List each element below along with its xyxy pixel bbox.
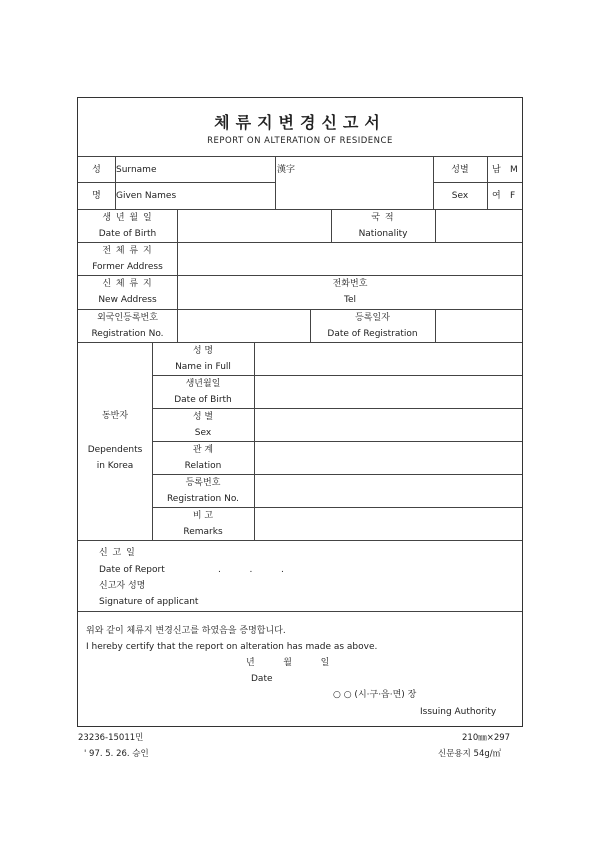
divider — [78, 242, 522, 243]
divider — [152, 375, 522, 376]
divider — [115, 182, 275, 183]
divider — [78, 209, 522, 210]
report-date-label-en: Date of Report — [99, 565, 165, 575]
certify-date-en: Date — [251, 674, 273, 684]
divider — [435, 309, 436, 342]
divider — [78, 611, 522, 612]
nationality-label-en: Nationality — [358, 229, 408, 239]
divider — [275, 156, 276, 209]
certify-date-ko: 년 월 일 — [246, 658, 330, 668]
dependent-field-label-en: Remarks — [183, 527, 223, 537]
dependent-field-label-en: Registration No. — [166, 494, 240, 504]
dependents-label-en-2: in Korea — [96, 461, 134, 471]
female-option-ko: 여 — [492, 191, 501, 201]
dependent-field-label-en: Name in Full — [175, 362, 231, 372]
dependent-field-label-en: Relation — [184, 461, 222, 471]
issuing-authority-ko: ○ ○ (시·구·읍·면) 장 — [333, 690, 417, 700]
dependent-field-label-ko: 관 계 — [192, 445, 214, 455]
divider — [152, 507, 522, 508]
registration-date-label-ko: 등록일자 — [355, 313, 390, 323]
dependent-field-label-ko: 성 별 — [192, 412, 214, 422]
registration-no-label-ko: 외국인등록번호 — [97, 313, 158, 323]
form-title: 체류지변경신고서 — [214, 113, 386, 132]
divider — [487, 156, 488, 209]
dependent-field-label-ko: 등록번호 — [185, 478, 221, 488]
issuing-authority-en: Issuing Authority — [420, 707, 497, 717]
divider — [78, 156, 522, 157]
divider — [152, 408, 522, 409]
divider — [433, 182, 522, 183]
report-date-label-ko: 신 고 일 — [99, 548, 136, 558]
divider — [78, 182, 115, 183]
certify-text-en: I hereby certify that the report on alteration has made as above. — [86, 642, 378, 652]
paper-type: 신문용지 54g/㎡ — [438, 749, 502, 759]
certify-text-ko: 위와 같이 체류지 변경신고를 하였음을 증명합니다. — [86, 626, 286, 636]
surname-label-en: Surname — [116, 165, 157, 175]
residence-alteration-form — [77, 97, 523, 727]
female-option-en: F — [510, 191, 516, 201]
dependent-field-label-ko: 생년월일 — [185, 379, 221, 389]
applicant-label-en: Signature of applicant — [99, 597, 199, 607]
dob-label-ko: 생 년 월 일 — [102, 213, 153, 223]
divider — [254, 342, 255, 540]
tel-label-ko: 전화번호 — [332, 279, 368, 289]
male-option-en: M — [510, 165, 518, 175]
former-address-label-ko: 전 체 류 지 — [102, 246, 153, 256]
surname-label-ko: 성 — [92, 165, 101, 175]
sex-label-ko: 성별 — [451, 165, 469, 175]
new-address-label-en: New Address — [98, 295, 157, 305]
dependent-field-label-en: Sex — [194, 428, 212, 438]
report-date-dots: . . . — [218, 565, 284, 575]
new-address-label-ko: 신 체 류 지 — [102, 279, 153, 289]
dependents-label-en: Dependents — [87, 445, 143, 455]
given-names-label-ko: 명 — [92, 191, 101, 201]
divider — [78, 540, 522, 541]
divider — [435, 209, 436, 242]
divider — [78, 342, 522, 343]
approval-date: ' 97. 5. 26. 승인 — [84, 749, 149, 759]
dob-label-en: Date of Birth — [98, 229, 157, 239]
registration-no-label-en: Registration No. — [91, 329, 164, 339]
dependents-label-ko: 동반자 — [101, 411, 129, 421]
hanja-label: 漢字 — [277, 165, 296, 175]
paper-size: 210㎜×297 — [462, 733, 511, 743]
registration-date-label-en: Date of Registration — [327, 329, 418, 339]
divider — [152, 441, 522, 442]
divider — [78, 275, 522, 276]
tel-label-en: Tel — [343, 295, 356, 305]
form-subtitle: REPORT ON ALTERATION OF RESIDENCE — [207, 136, 393, 146]
dependent-field-label-ko: 비 고 — [192, 511, 214, 521]
dependent-field-label-en: Date of Birth — [174, 395, 232, 405]
divider — [152, 474, 522, 475]
form-code: 23236-15011민 — [78, 733, 144, 743]
dependent-field-label-ko: 성 명 — [192, 346, 214, 356]
former-address-label-en: Former Address — [92, 262, 163, 272]
given-names-label-en: Given Names — [116, 191, 177, 201]
applicant-label-ko: 신고자 성명 — [99, 581, 146, 591]
male-option-ko: 남 — [492, 165, 501, 175]
nationality-label-ko: 국 적 — [371, 213, 395, 223]
sex-label-en: Sex — [451, 191, 469, 201]
divider — [78, 309, 522, 310]
divider — [177, 209, 178, 342]
